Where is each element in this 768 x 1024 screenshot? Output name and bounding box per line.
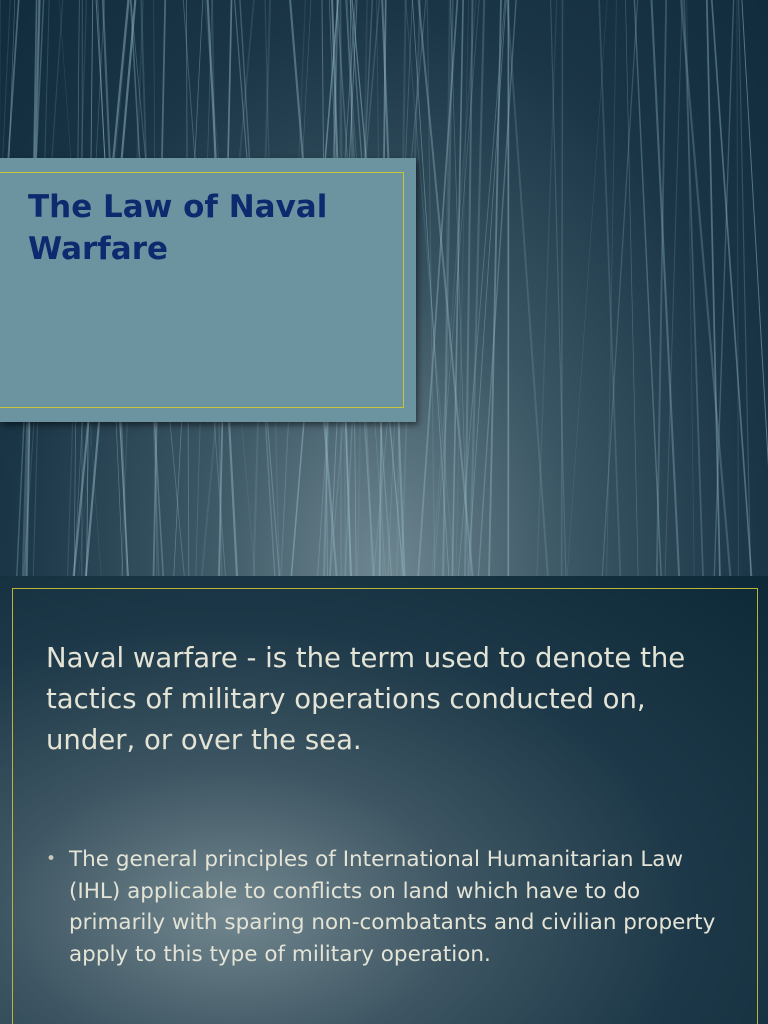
bullet-icon: • — [46, 849, 57, 869]
background-streak — [634, 0, 661, 576]
background-streak — [737, 0, 739, 576]
background-streak — [551, 0, 566, 576]
background-streak — [684, 0, 703, 576]
background-streak — [739, 0, 751, 576]
background-streak — [681, 0, 730, 576]
slide-title: The Law of Naval Warfare — [28, 189, 328, 267]
background-streak — [418, 0, 457, 576]
background-streak — [478, 0, 516, 576]
bullet-item — [46, 844, 726, 970]
background-streak — [468, 0, 506, 576]
background-streak — [427, 0, 434, 576]
bullet-list — [46, 844, 726, 970]
title-box — [0, 158, 416, 422]
background-streak — [562, 0, 563, 576]
background-streak — [599, 0, 620, 576]
background-streak — [489, 0, 501, 576]
background-streak — [419, 0, 473, 576]
background-streak — [567, 0, 607, 576]
background-streak — [507, 0, 548, 576]
bullet-text: The general principles of International Humanitarian Law (IHL) applicable to conflicts on land which have to do primarily with sparing non-combatants and civilian property apply to this type of military operation. — [69, 847, 716, 967]
background-streak — [537, 0, 557, 576]
background-streak — [602, 0, 637, 576]
background-streak — [665, 0, 682, 576]
definition-text: Naval warfare - is the term used to denote the tactics of military operations conducted on, under, or over the sea. — [46, 642, 686, 756]
background-streak — [607, 0, 617, 576]
content-slide — [0, 576, 768, 1024]
